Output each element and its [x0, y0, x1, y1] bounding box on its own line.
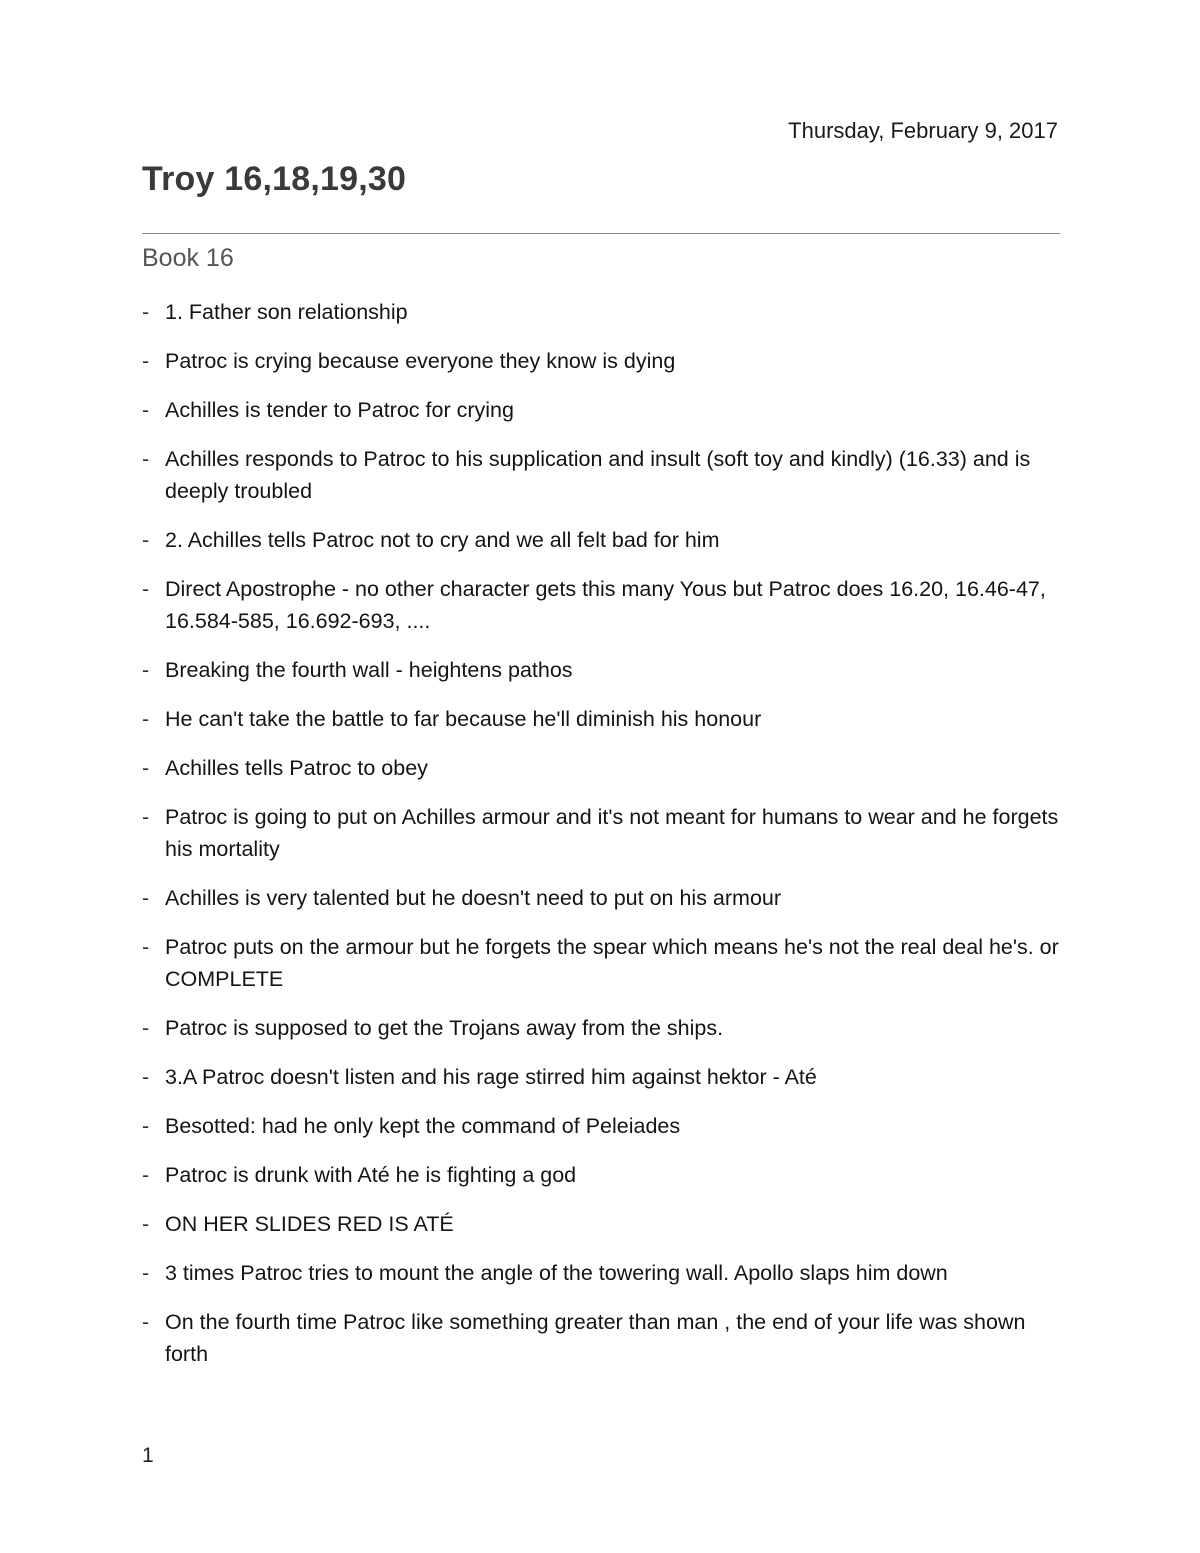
note-text: Besotted: had he only kept the command of Peleiades: [165, 1114, 681, 1138]
bullet-dash: -: [142, 805, 150, 829]
bullet-dash: -: [142, 349, 150, 373]
bullet-dash: -: [142, 398, 150, 422]
bullet-dash: -: [142, 658, 150, 682]
note-text: Patroc is supposed to get the Trojans away from the ships.: [165, 1016, 724, 1040]
bullet-dash: -: [142, 886, 150, 910]
date-stamp: Thursday, February 9, 2017: [788, 118, 1058, 143]
notes-list: [142, 296, 1060, 1387]
section-heading: Book 16: [142, 244, 234, 272]
bullet-dash: -: [142, 447, 150, 471]
bullet-dash: -: [142, 300, 150, 324]
bullet-dash: -: [142, 756, 150, 780]
note-text: 2. Achilles tells Patroc not to cry and we all felt bad for him: [165, 528, 720, 552]
list-item: [142, 573, 1060, 637]
note-text: 3.A Patroc doesn't listen and his rage stirred him against hektor - Até: [165, 1065, 817, 1089]
list-item: [142, 654, 1060, 686]
list-item: [142, 1159, 1060, 1191]
bullet-dash: -: [142, 707, 150, 731]
note-text: 3 times Patroc tries to mount the angle of the towering wall. Apollo slaps him down: [165, 1261, 948, 1285]
list-item: [142, 1012, 1060, 1044]
note-text: Achilles responds to Patroc to his supplication and insult (soft toy and kindly) (16.33) and is deeply troubled: [165, 447, 1031, 503]
list-item: [142, 345, 1060, 377]
list-item: [142, 524, 1060, 556]
note-text: Patroc is drunk with Até he is fighting a god: [165, 1163, 577, 1187]
note-text: Patroc is going to put on Achilles armour and it's not meant for humans to wear and he forgets his mortality: [165, 805, 1059, 861]
page-title: Troy 16,18,19,30: [142, 160, 407, 198]
list-item: [142, 1306, 1060, 1370]
list-item: [142, 1061, 1060, 1093]
note-text: 1. Father son relationship: [165, 300, 408, 324]
note-text: Direct Apostrophe - no other character gets this many Yous but Patroc does 16.20, 16.46-47, 16.584-585, 16.692-693, ....: [165, 577, 1046, 633]
note-text: ON HER SLIDES RED IS ATÉ: [165, 1212, 454, 1236]
bullet-dash: -: [142, 528, 150, 552]
list-item: [142, 394, 1060, 426]
list-item: [142, 296, 1060, 328]
list-item: [142, 1208, 1060, 1240]
note-text: Patroc is crying because everyone they know is dying: [165, 349, 676, 373]
note-text: Breaking the fourth wall - heightens pathos: [165, 658, 573, 682]
note-text: He can't take the battle to far because he'll diminish his honour: [165, 707, 762, 731]
bullet-dash: -: [142, 1065, 150, 1089]
bullet-dash: -: [142, 1310, 150, 1334]
list-item: [142, 882, 1060, 914]
title-divider: [142, 233, 1060, 234]
list-item: [142, 1257, 1060, 1289]
list-item: [142, 1110, 1060, 1142]
list-item: [142, 752, 1060, 784]
list-item: [142, 801, 1060, 865]
note-text: Achilles tells Patroc to obey: [165, 756, 428, 780]
list-item: [142, 931, 1060, 995]
bullet-dash: -: [142, 1163, 150, 1187]
list-item: [142, 443, 1060, 507]
note-text: Achilles is very talented but he doesn't need to put on his armour: [165, 886, 782, 910]
bullet-dash: -: [142, 1016, 150, 1040]
list-item: [142, 703, 1060, 735]
bullet-dash: -: [142, 935, 150, 959]
bullet-dash: -: [142, 1212, 150, 1236]
bullet-dash: -: [142, 1114, 150, 1138]
note-text: On the fourth time Patroc like something greater than man , the end of your life was shown forth: [165, 1310, 1026, 1366]
note-text: Achilles is tender to Patroc for crying: [165, 398, 514, 422]
page-number: 1: [142, 1444, 154, 1467]
note-text: Patroc puts on the armour but he forgets the spear which means he's not the real deal he's. or COMPLETE: [165, 935, 1059, 991]
bullet-dash: -: [142, 577, 150, 601]
bullet-dash: -: [142, 1261, 150, 1285]
